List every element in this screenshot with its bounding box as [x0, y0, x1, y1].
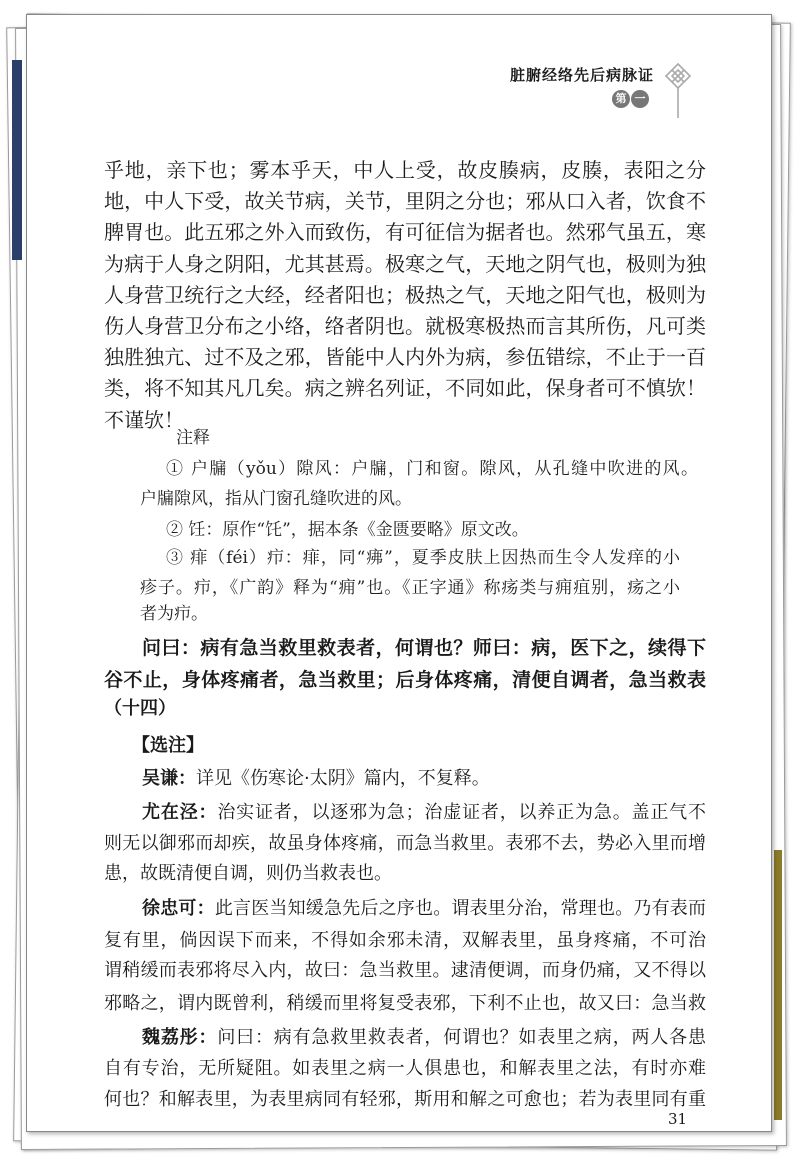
commentator-name: 吴谦：	[142, 768, 196, 789]
commentary-line: 则无以御邪而却疾，故虽身体疼痛，而急当救里。表邪不去，势必入里而增	[104, 833, 706, 854]
book-edge	[12, 60, 22, 260]
endless-knot-icon	[660, 62, 696, 120]
commentator-name: 尤在泾：	[142, 802, 218, 823]
chapter-badge: 第	[612, 90, 630, 108]
body-line: 脾胃也。此五邪之外入而致伤，有可征信为据者也。然邪气虽五，寒	[104, 220, 706, 244]
note-line: 户牖隙风，指从门窗孔缝吹进的风。	[140, 489, 412, 509]
note-line: ③ 痱（féi）疖：痱，同“疿”，夏季皮肤上因热而生令人发痒的小	[166, 548, 680, 568]
note-line: 者为疖。	[140, 604, 208, 624]
body-line: 人身营卫统行之大经，经者阳也；极热之气，天地之阳气也，极则为	[104, 283, 706, 307]
question-line: 问曰：病有急当救里救表者，何谓也？师曰：病，医下之，续得下	[142, 637, 706, 659]
commentary-line: 患，故既清便自调，则仍当救表也。	[104, 863, 392, 884]
body-line: 独胜独亢、过不及之邪，皆能中人内外为病，参伍错综，不止于一百	[104, 345, 706, 369]
notes-title: 注释	[176, 428, 210, 448]
commentary-line: 徐忠可：此言医当知缓急先后之序也。谓表里分治，常理也。乃有表而	[142, 898, 706, 919]
book-edge	[774, 850, 782, 1120]
commentary-line: 何也？和解表里，为表里病同有轻邪，斯用和解之可愈也；若为表里同有重	[104, 1089, 706, 1110]
commentary-line: 吴谦：详见《伤寒论·太阴》篇内，不复释。	[142, 768, 490, 789]
body-line: 地，中人下受，故关节病，关节，里阴之分也；邪从口入者，饮食不	[104, 189, 706, 213]
section-header: 【选注】	[132, 735, 204, 756]
commentator-name: 魏荔彤：	[142, 1027, 218, 1048]
commentary-line: 尤在泾：治实证者，以逐邪为急；治虚证者，以养正为急。盖正气不	[142, 802, 706, 823]
running-header-title: 脏腑经络先后病脉证	[510, 66, 655, 84]
chapter-badge: 一	[631, 90, 649, 108]
question-number: （十四）	[104, 698, 176, 719]
note-line: ② 饪：原作“饦”，据本条《金匮要略》原文改。	[166, 520, 529, 540]
page-number: 31	[668, 1110, 688, 1128]
commentary-line: 谓稍缓而表邪将尽入内，故曰：急当救里。逮清便调，而身仍痛，又不得以	[104, 960, 706, 981]
body-line: 伤人身营卫分布之小络，络者阴也。就极寒极热而言其所伤，凡可类	[104, 314, 706, 338]
commentary-line: 复有里，倘因误下而来，不得如余邪未清，双解表里，虽身疼痛，不可治	[104, 930, 706, 951]
note-line: ① 户牖（yǒu）隙风：户牖，门和窗。隙风，从孔缝中吹进的风。	[166, 459, 698, 479]
commentary-line: 魏荔彤：问曰：病有急救里救表者，何谓也？如表里之病，两人各患	[142, 1027, 706, 1048]
body-line: 不谨欤！	[104, 408, 184, 432]
commentator-name: 徐忠可：	[142, 898, 215, 919]
note-line: 疹子。疖，《广韵》释为“痈”也。《正字通》称疡类与痈疽别，疡之小	[140, 578, 680, 598]
body-line: 类，将不知其凡几矣。病之辨名列证，不同如此，保身者可不慎欤！	[104, 376, 706, 400]
body-line: 乎地，亲下也；雾本乎天，中人上受，故皮腠病，皮腠，表阳之分	[104, 158, 706, 182]
commentary-line: 邪略之，谓内既曾利，稍缓而里将复受表邪，下利不止也，故又曰：急当救	[104, 993, 706, 1014]
question-line: 谷不止，身体疼痛者，急当救里；后身体疼痛，清便自调者，急当救表	[104, 669, 706, 691]
body-line: 为病于人身之阴阳，尤其甚焉。极寒之气，天地之阴气也，极则为独	[104, 252, 706, 276]
commentary-line: 自有专治，无所疑阻。如表里之病一人俱患也，和解表里之法，有时亦难	[104, 1058, 706, 1079]
